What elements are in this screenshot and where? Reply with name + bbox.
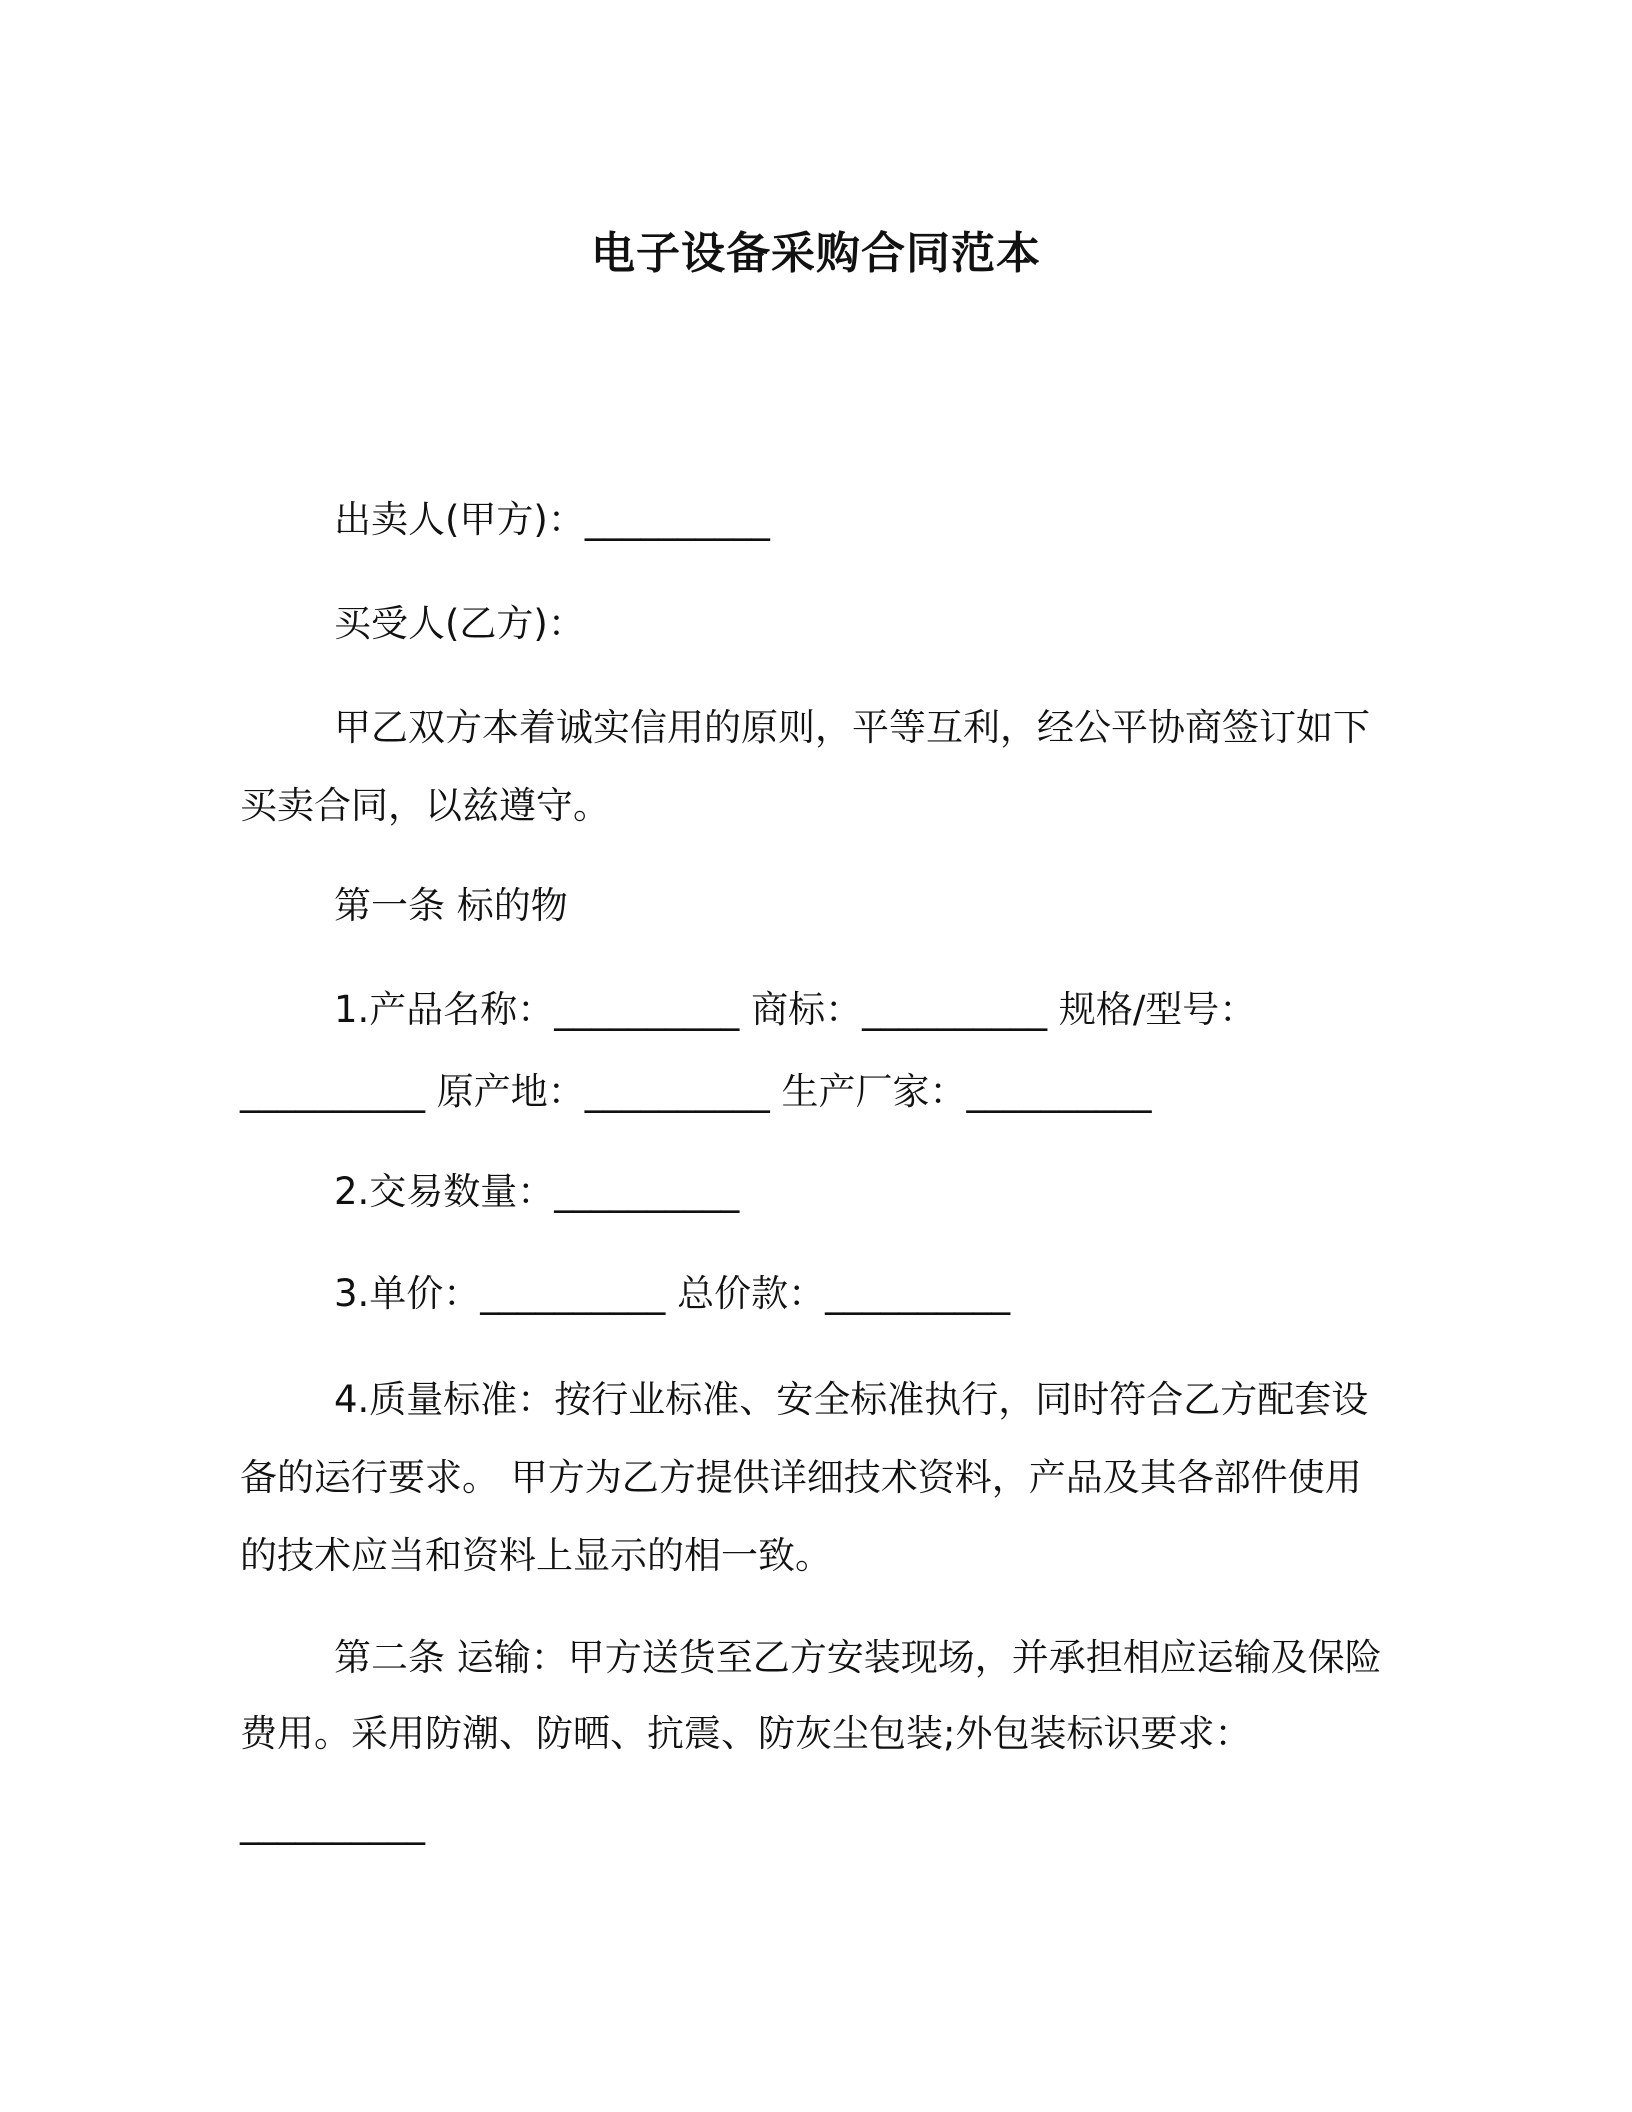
item-4-line-1: 4.质量标准：按行业标准、安全标准执行，同时符合乙方配套设: [334, 1378, 1369, 1421]
item-4-line-2: 备的运行要求。 甲方为乙方提供详细技术资料，产品及其各部件使用: [240, 1456, 1362, 1499]
item-2-line: 2.交易数量：__________: [334, 1170, 740, 1213]
article-2-line-2: 费用。采用防潮、防晒、抗震、防灰尘包装;外包装标识要求：: [240, 1712, 1252, 1755]
document-title: 电子设备采购合同范本: [591, 228, 1041, 279]
article-2-blank-line: __________: [240, 1802, 425, 1845]
item-3-line: 3.单价：__________ 总价款：__________: [334, 1272, 1011, 1315]
article-1-heading: 第一条 标的物: [334, 884, 568, 927]
preamble-line-2: 买卖合同，以兹遵守。: [240, 784, 610, 827]
item-1-line-1: 1.产品名称：__________ 商标：__________ 规格/型号：: [334, 988, 1257, 1031]
item-1-line-2: __________ 原产地：__________ 生产厂家：__________: [240, 1070, 1152, 1113]
seller-line: 出卖人(甲方)：__________: [334, 498, 770, 541]
item-4-line-3: 的技术应当和资料上显示的相一致。: [240, 1534, 832, 1577]
buyer-line: 买受人(乙方)：: [334, 602, 585, 645]
preamble-line-1: 甲乙双方本着诚实信用的原则，平等互利，经公平协商签订如下: [334, 706, 1370, 749]
article-2-line-1: 第二条 运输：甲方送货至乙方安装现场，并承担相应运输及保险: [334, 1636, 1382, 1679]
